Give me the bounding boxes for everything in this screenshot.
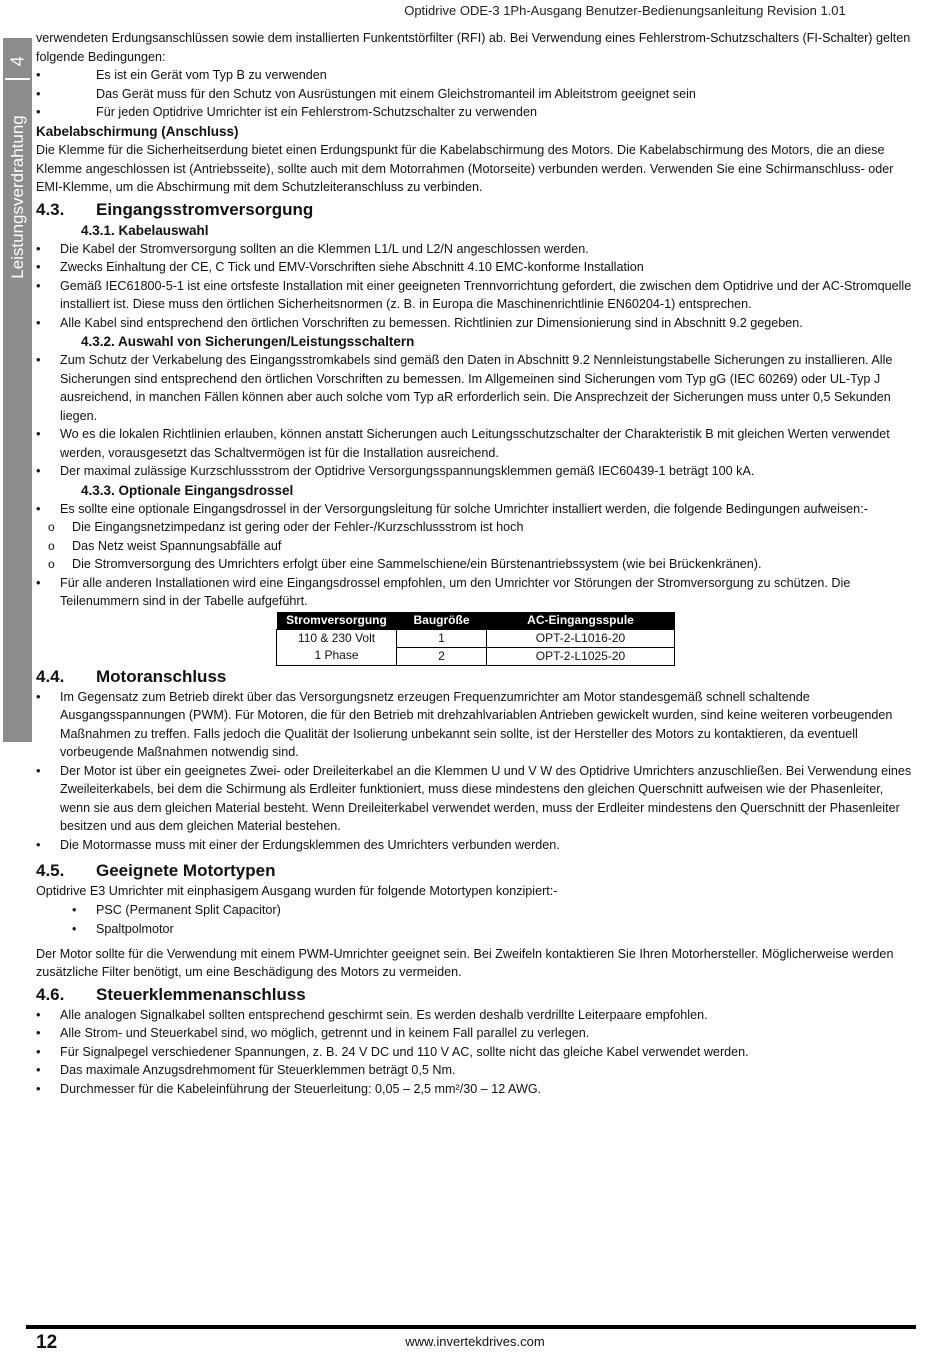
section-heading-4-6: 4.6. Steuerklemmenanschluss [36,984,306,1004]
section-heading-4-5: 4.5. Geeignete Motortypen [36,861,276,880]
list-item: • Es ist ein Gerät vom Typ B zu verwenden [36,66,914,85]
list-item: • Für Signalpegel verschiedener Spannungen, z. B. 24 V DC und 110 V AC, sollte nicht das gleiche Kabel verwendet werden. [36,1043,914,1062]
list-item: • Alle Strom- und Steuerkabel sind, wo möglich, getrennt und in keinem Fall parallel zu verlegen. [36,1024,914,1043]
motor-types-intro: Optidrive E3 Umrichter mit einphasigem Ausgang wurden für folgende Motortypen konzipiert:- [36,884,558,898]
footer-divider [26,1325,916,1329]
choke-list-2 [36,574,914,611]
table-header-cell: AC-Eingangsspule [487,612,675,630]
list-item: • Für alle anderen Installationen wird eine Eingangsdrossel empfohlen, um den Umrichter vor Störungen der Stromversorgung zu schützen. Die Teilenummern sind in der Tabelle aufgeführt. [36,574,914,611]
page-header: Optidrive ODE-3 1Ph-Ausgang Benutzer-Bedienungsanleitung Revision 1.01 [404,3,846,18]
list-item: • Gemäß IEC61800-5-1 ist eine ortsfeste Installation mit einer geeigneten Trennvorrichtung gefordert, die zwischen dem Optidrive und der AC-Stromquelle installiert ist. Diese muss den örtlichen Sicherheitsnormen (z. B. in Europa die Maschinenrichtlinie EN60204-1) entsprechen. [36,277,914,314]
intro-text: verwendeten Erdungsanschlüssen sowie dem installierten Funkentstörfilter (RFI) ab. Bei Verwendung eines Fehlerstrom-Schutzschalters (FI-Schalter) gelten folgende Bedingungen: [36,31,911,64]
list-item: • Durchmesser für die Kabeleinführung der Steuerleitung: 0,05 – 2,5 mm²/30 – 12 AWG. [36,1080,914,1099]
choke-conditions-list [36,518,914,574]
list-item: • Zum Schutz der Verkabelung des Eingangsstromkabels sind gemäß den Daten in Abschnitt 9.2 Nennleistungstabelle Sicherungen zu installieren. Alle Sicherungen sind entsprechend den örtlichen Vorschriften zu bemessen. Im Allgemeinen sind Sicherungen vom Typ gG (IEC 60269) oder UL-Typ J ausreichend, in manchen Fällen können aber auch solche vom Typ aR erforderlich sein. Die Ansprechzeit der Sicherungen muss unter 0,5 Sekunden liegen. [36,351,914,425]
list-item: • PSC (Permanent Split Capacitor) [72,901,914,920]
section-heading-4-3: 4.3. Eingangsstromversorgung [36,199,314,219]
list-item: • Es sollte eine optionale Eingangsdrossel in der Versorgungsleitung für solche Umrichter installiert werden, die folgende Bedingungen aufweisen:- [36,500,914,519]
list-item: • Zwecks Einhaltung der CE, C Tick und EMV-Vorschriften siehe Abschnitt 4.10 EMC-konforme Installation [36,258,914,277]
table-cell: OPT-2-L1016-20 [487,629,675,647]
list-item: • Wo es die lokalen Richtlinien erlauben, können anstatt Sicherungen auch Leitungsschutzschalter der Charakteristik B mit gleichen Werten verwendet werden, vorausgesetzt das Schaltvermögen ist für die Installation ausreichend. [36,425,914,462]
rcd-conditions-list [36,66,914,122]
subsection-heading-4-3-3: 4.3.3. Optionale Eingangsdrossel [81,482,294,498]
table-row [277,647,675,665]
subsection-heading-4-3-1: 4.3.1. Kabelauswahl [81,222,209,238]
table-header-cell: Stromversorgung [277,612,397,630]
list-item: o Die Eingangsnetzimpedanz ist gering oder der Fehler-/Kurzschlussstrom ist hoch [36,518,914,537]
motor-types-outro: Der Motor sollte für die Verwendung mit einem PWM-Umrichter geeignet sein. Bei Zweifeln kontaktieren Sie Ihren Motorhersteller. Möglicherweise werden zusätzliche Filter benötigt, um eine Beschädigung des Motors zu vermeiden. [36,946,894,979]
list-item: • Die Kabel der Stromversorgung sollten an die Klemmen L1/L und L2/N angeschlossen werden. [36,240,914,259]
list-item: • Das Gerät muss für den Schutz von Ausrüstungen mit einem Gleichstromanteil im Ableitstrom geeignet sein [36,85,914,104]
list-item: • Alle Kabel sind entsprechend den örtlichen Vorschriften zu bemessen. Richtlinien zur Dimensionierung sind in Abschnitt 9.2 gegeben. [36,314,914,333]
page-number: 12 [36,1332,58,1353]
section-heading-4-4: 4.4. Motoranschluss [36,666,227,686]
table-cell: 2 [397,647,487,665]
chapter-side-tab [3,38,32,742]
list-item: • Alle analogen Signalkabel sollten entsprechend geschirmt sein. Es werden deshalb verdrillte Leiterpaare empfohlen. [36,1006,914,1025]
control-terminal-list [36,1006,914,1099]
shield-heading: Kabelabschirmung (Anschluss) [36,123,239,139]
table-cell: 1 [397,629,487,647]
list-item: o Die Stromversorgung des Umrichters erfolgt über eine Sammelschiene/ein Bürstenantriebssystem (wie bei Brückenkränen). [36,555,914,574]
table-header-row [277,612,675,630]
list-item: • Im Gegensatz zum Betrieb direkt über das Versorgungsnetz erzeugen Frequenzumrichter am Motor standesgemäß schnell schaltende Ausgangsspannungen (PWM). Für Motoren, die für den Betrieb mit drehzahlvariablen Antrieben gewickelt wurden, sind keine weiteren vorbeugenden Maßnahmen zu treffen. Falls jedoch die Qualität der Isolierung unbekannt sein sollte, ist der Hersteller des Motors zu kontaktieren, da eventuell vorbeugende Maßnahmen notwendig sind. [36,688,914,762]
chapter-number: 4 [7,56,28,67]
table-header-cell: Baugröße [397,612,487,630]
choke-list [36,500,914,519]
chapter-label: Leistungsverdrahtung [7,114,27,279]
subsection-heading-4-3-2: 4.3.2. Auswahl von Sicherungen/Leistungsschaltern [81,334,415,349]
list-item: • Für jeden Optidrive Umrichter ist ein Fehlerstrom-Schutzschalter zu verwenden [36,103,914,122]
table-cell: OPT-2-L1025-20 [487,647,675,665]
shield-text: Die Klemme für die Sicherheitserdung bietet einen Erdungspunkt für die Kabelabschirmung des Motors. Die Kabelabschirmung des Motors, die an diese Klemme angeschlossen ist (Antriebsseite), sollte auch mit dem Motorrahmen (Motorseite) verbunden werden. Verwenden Sie eine Schirmanschluss- oder EMI-Klemme, um die Abschirmung mit dem Schutzleiteranschluss zu verbinden. [36,143,894,194]
page-content [36,29,914,1098]
list-item: • Die Motormasse muss mit einer der Erdungsklemmen des Umrichters verbunden werden. [36,836,914,855]
footer-website: www.invertekdrives.com [405,1334,545,1349]
motor-connection-list [36,688,914,855]
input-choke-table [276,612,675,666]
fuse-selection-list [36,351,914,481]
list-item: • Spaltpolmotor [72,920,914,939]
motor-types-list [72,901,914,939]
list-item: • Der maximal zulässige Kurzschlussstrom der Optidrive Versorgungsspannungsklemmen gemäß IEC60439-1 beträgt 100 kA. [36,462,914,481]
list-item: • Das maximale Anzugsdrehmoment für Steuerklemmen beträgt 0,5 Nm. [36,1061,914,1080]
side-tab-divider [5,78,30,80]
list-item: • Der Motor ist über ein geeignetes Zwei- oder Dreileiterkabel an die Klemmen U und V W des Optidrive Umrichters anzuschließen. Bei Verwendung eines Zweileiterkabels, bei dem die Schirmung als Erdleiter funktioniert, muss diese mindestens den gleichen Querschnitt aufweisen wie der Phasenleiter, wenn sie aus dem gleichen Material besteht. Wenn Dreileiterkabel verwendet werden, muss der Erdleiter mindestens den Querschnitt der Phasenleiter besitzen und aus dem gleichen Material bestehen. [36,762,914,836]
table-cell: 1 Phase [277,647,397,665]
cable-selection-list [36,240,914,333]
list-item: o Das Netz weist Spannungsabfälle auf [36,537,914,556]
table-row [277,629,675,647]
table-cell: 110 & 230 Volt [277,629,397,647]
